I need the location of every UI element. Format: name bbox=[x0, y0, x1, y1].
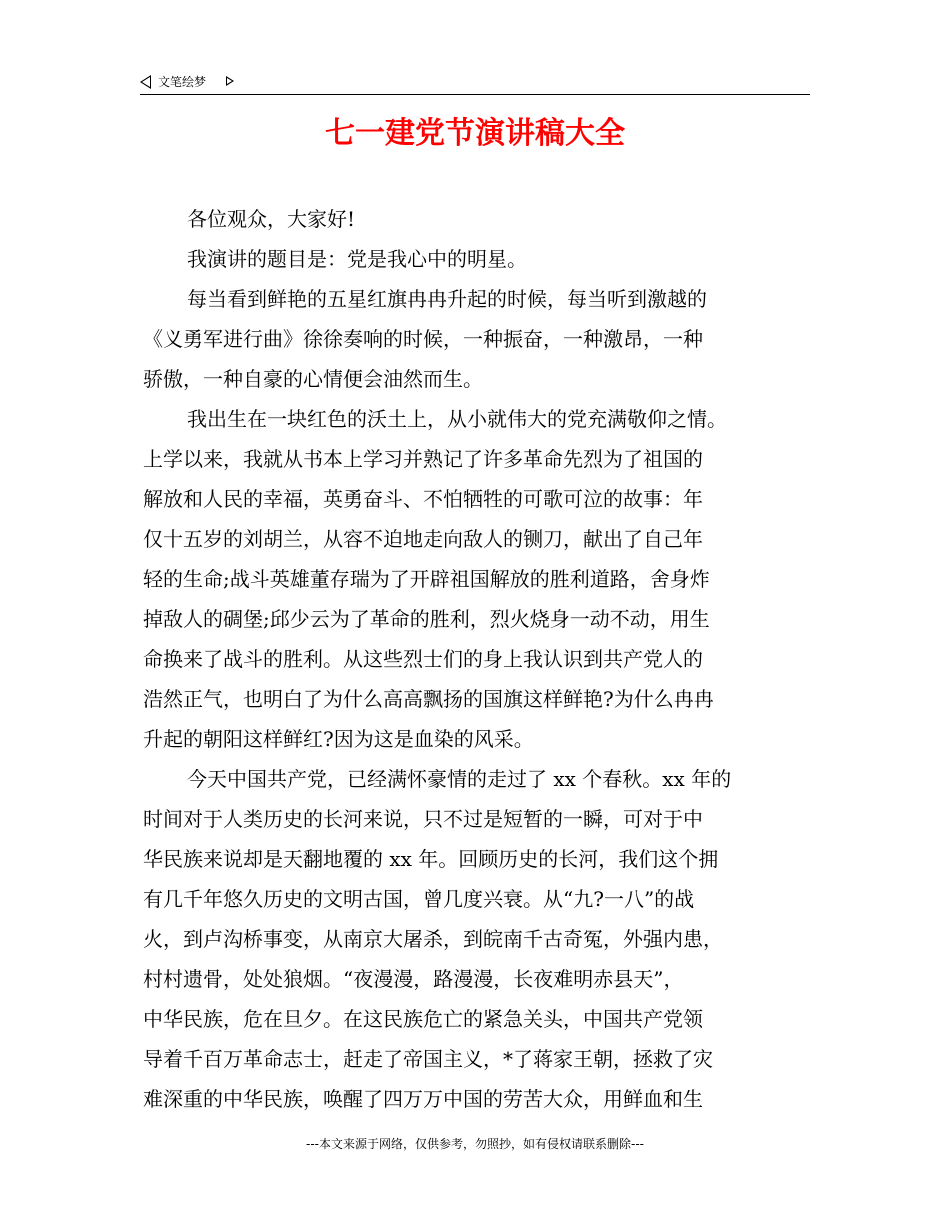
body-line: 上学以来，我就从书本上学习并熟记了许多革命先烈为了祖国的 bbox=[143, 447, 703, 471]
body-line: 解放和人民的幸福，英勇奋斗、不怕牺牲的可歌可泣的故事：年 bbox=[143, 487, 703, 511]
body-line: 我出生在一块红色的沃土上，从小就伟大的党充满敬仰之情。 bbox=[187, 407, 727, 431]
left-triangle-icon bbox=[140, 75, 151, 89]
body-line: 今天中国共产党，已经满怀豪情的走过了 xx 个春秋。xx 年的 bbox=[187, 767, 732, 791]
body-line: 导着千百万革命志士，赶走了帝国主义，*了蒋家王朝，拯救了灾 bbox=[143, 1047, 713, 1071]
body-line: 掉敌人的碉堡;邱少云为了革命的胜利，烈火烧身一动不动，用生 bbox=[143, 607, 710, 631]
body-line: 村村遗骨，处处狼烟。“夜漫漫，路漫漫，长夜难明赤县天”， bbox=[143, 967, 684, 991]
right-triangle-icon bbox=[226, 76, 234, 86]
document-body bbox=[143, 199, 807, 1119]
body-line: 各位观众，大家好! bbox=[187, 207, 356, 231]
body-line: 火，到卢沟桥事变，从南京大屠杀，到皖南千古奇冤，外强内患， bbox=[143, 927, 723, 951]
body-line: 华民族来说却是天翻地覆的 xx 年。回顾历史的长河，我们这个拥 bbox=[143, 847, 719, 871]
body-line: 每当看到鲜艳的五星红旗冉冉升起的时候，每当听到激越的 bbox=[187, 287, 707, 311]
body-line: 我演讲的题目是：党是我心中的明星。 bbox=[187, 247, 527, 271]
page-header bbox=[140, 72, 810, 95]
header-brand: 文笔绘梦 bbox=[158, 75, 207, 89]
body-line: 骄傲，一种自豪的心情便会油然而生。 bbox=[143, 367, 483, 391]
body-line: 浩然正气，也明白了为什么高高飘扬的国旗这样鲜艳?为什么冉冉 bbox=[143, 687, 714, 711]
body-line: 命换来了战斗的胜利。从这些烈士们的身上我认识到共产党人的 bbox=[143, 647, 703, 671]
body-line: 轻的生命;战斗英雄董存瑞为了开辟祖国解放的胜利道路，舍身炸 bbox=[143, 567, 710, 591]
body-line: 升起的朝阳这样鲜红?因为这是血染的风采。 bbox=[143, 727, 534, 751]
body-line: 时间对于人类历史的长河来说，只不过是短暂的一瞬，可对于中 bbox=[143, 807, 703, 831]
body-line: 中华民族，危在旦夕。在这民族危亡的紧急关头，中国共产党领 bbox=[143, 1007, 703, 1031]
body-line: 难深重的中华民族，唤醒了四万万中国的劳苦大众，用鲜血和生 bbox=[143, 1087, 703, 1111]
body-line: 仅十五岁的刘胡兰，从容不迫地走向敌人的铡刀，献出了自己年 bbox=[143, 527, 703, 551]
body-line: 有几千年悠久历史的文明古国，曾几度兴衰。从“九?一八”的战 bbox=[143, 887, 695, 911]
document-title: 七一建党节演讲稿大全 bbox=[325, 116, 625, 151]
body-line: 《义勇军进行曲》徐徐奏响的时候，一种振奋，一种激昂，一种 bbox=[143, 327, 703, 351]
page-footer: ---本文来源于网络，仅供参考，勿照抄，如有侵权请联系删除--- bbox=[306, 1137, 644, 1151]
